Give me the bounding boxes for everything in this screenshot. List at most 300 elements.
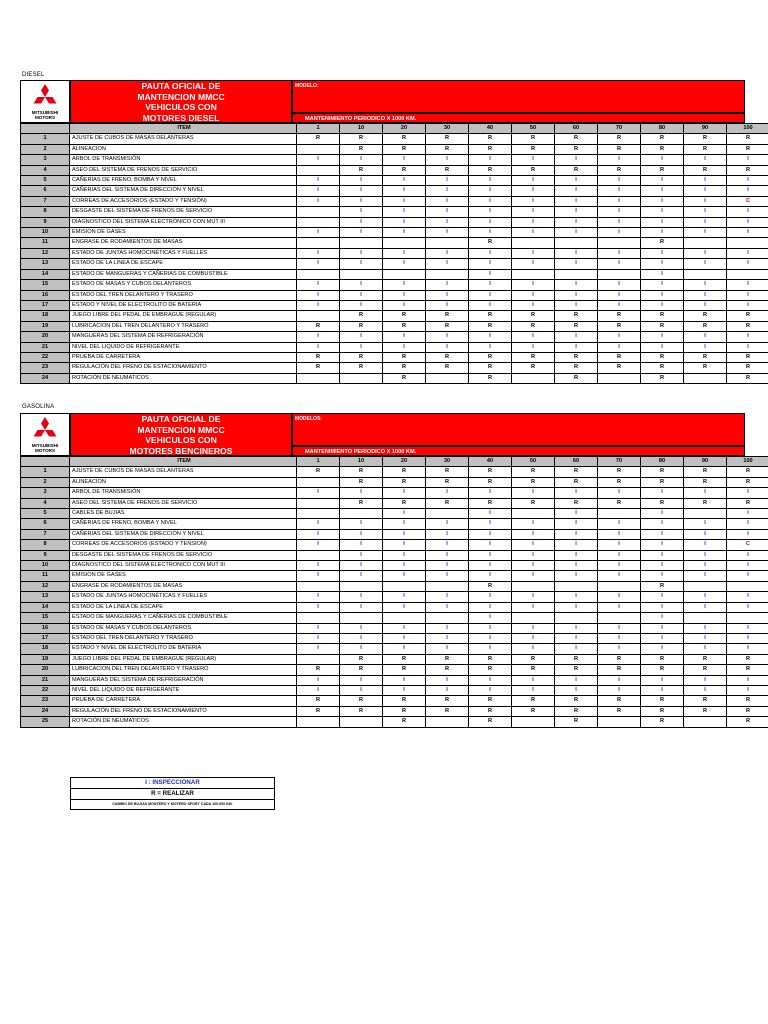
schedule-cell: I bbox=[555, 633, 598, 643]
schedule-cell: I bbox=[512, 540, 555, 550]
schedule-cell: I bbox=[555, 561, 598, 571]
schedule-cell: I bbox=[297, 342, 340, 352]
row-number: 18 bbox=[21, 311, 70, 321]
maintenance-table bbox=[20, 123, 768, 384]
schedule-cell: I bbox=[512, 602, 555, 612]
header-km-column: 100 bbox=[727, 457, 768, 467]
table-row bbox=[21, 529, 768, 539]
schedule-cell: I bbox=[555, 228, 598, 238]
table-row bbox=[21, 165, 768, 175]
table-row bbox=[21, 571, 768, 581]
schedule-cell: I bbox=[340, 488, 383, 498]
table-title bbox=[70, 413, 292, 456]
logo-text-mitsubishi: MITSUBISHI bbox=[31, 110, 59, 115]
schedule-cell: I bbox=[426, 259, 469, 269]
table-row bbox=[21, 509, 768, 519]
schedule-cell bbox=[727, 613, 768, 623]
schedule-cell bbox=[340, 581, 383, 591]
schedule-cell: I bbox=[641, 332, 684, 342]
title-line: VEHICULOS CON bbox=[145, 102, 217, 112]
row-item-label: AJUSTE DE CUBOS DE MASAS DELANTERAS bbox=[70, 467, 297, 477]
schedule-cell: I bbox=[598, 186, 641, 196]
schedule-cell: I bbox=[641, 685, 684, 695]
schedule-cell bbox=[297, 477, 340, 487]
schedule-cell: R bbox=[684, 696, 727, 706]
header-blank-cell bbox=[21, 457, 70, 467]
mitsubishi-logo bbox=[20, 413, 70, 456]
row-item-label: ESTADO DEL TREN DELANTERO Y TRASERO bbox=[70, 633, 297, 643]
schedule-cell: R bbox=[598, 654, 641, 664]
schedule-cell: R bbox=[727, 311, 768, 321]
schedule-cell bbox=[727, 581, 768, 591]
schedule-cell: I bbox=[383, 186, 426, 196]
row-number: 8 bbox=[21, 540, 70, 550]
schedule-cell: R bbox=[555, 321, 598, 331]
row-number: 22 bbox=[21, 352, 70, 362]
schedule-cell bbox=[297, 509, 340, 519]
schedule-cell: I bbox=[469, 550, 512, 560]
table-row bbox=[21, 550, 768, 560]
schedule-cell: R bbox=[297, 363, 340, 373]
schedule-cell: R bbox=[684, 706, 727, 716]
schedule-cell: I bbox=[598, 488, 641, 498]
schedule-cell: I bbox=[512, 342, 555, 352]
schedule-cell: I bbox=[297, 488, 340, 498]
row-item-label: CORREAS DE ACCESORIOS (ESTADO Y TENSIÓN) bbox=[70, 196, 297, 206]
schedule-cell bbox=[684, 373, 727, 383]
schedule-cell: I bbox=[469, 259, 512, 269]
schedule-cell: I bbox=[469, 248, 512, 258]
schedule-cell bbox=[340, 717, 383, 727]
schedule-cell: R bbox=[340, 311, 383, 321]
schedule-cell: I bbox=[512, 332, 555, 342]
schedule-cell: R bbox=[684, 165, 727, 175]
row-number: 5 bbox=[21, 176, 70, 186]
row-number: 14 bbox=[21, 602, 70, 612]
schedule-cell bbox=[555, 581, 598, 591]
schedule-cell: I bbox=[555, 540, 598, 550]
schedule-cell: I bbox=[727, 602, 768, 612]
schedule-cell: I bbox=[684, 529, 727, 539]
schedule-cell: I bbox=[469, 540, 512, 550]
schedule-cell: I bbox=[684, 196, 727, 206]
row-number: 8 bbox=[21, 207, 70, 217]
schedule-cell: R bbox=[641, 144, 684, 154]
schedule-cell: R bbox=[426, 706, 469, 716]
schedule-cell: I bbox=[426, 228, 469, 238]
schedule-cell bbox=[555, 269, 598, 279]
schedule-cell: R bbox=[684, 134, 727, 144]
schedule-cell: I bbox=[727, 207, 768, 217]
schedule-cell: I bbox=[598, 685, 641, 695]
section-label-diesel: DIESEL bbox=[22, 72, 45, 78]
schedule-cell: I bbox=[684, 259, 727, 269]
schedule-cell: R bbox=[641, 706, 684, 716]
schedule-cell: I bbox=[727, 342, 768, 352]
schedule-cell: I bbox=[512, 571, 555, 581]
schedule-cell: R bbox=[340, 165, 383, 175]
schedule-cell: I bbox=[641, 571, 684, 581]
schedule-cell bbox=[598, 613, 641, 623]
row-item-label: CORREAS DE ACCESORIOS (ESTADO Y TENSION) bbox=[70, 540, 297, 550]
schedule-cell: I bbox=[340, 571, 383, 581]
schedule-cell: R bbox=[426, 134, 469, 144]
row-item-label: ASEO DEL SISTEMA DE FRENOS DE SERVICIO bbox=[70, 498, 297, 508]
schedule-cell bbox=[340, 613, 383, 623]
schedule-cell: I bbox=[555, 176, 598, 186]
schedule-cell: I bbox=[641, 540, 684, 550]
schedule-cell: I bbox=[297, 519, 340, 529]
schedule-cell: R bbox=[555, 717, 598, 727]
schedule-cell: R bbox=[727, 706, 768, 716]
schedule-cell: I bbox=[469, 613, 512, 623]
schedule-cell: I bbox=[469, 592, 512, 602]
schedule-cell: R bbox=[598, 352, 641, 362]
schedule-cell: I bbox=[383, 529, 426, 539]
table-row bbox=[21, 269, 768, 279]
schedule-cell: R bbox=[340, 144, 383, 154]
schedule-cell: I bbox=[512, 228, 555, 238]
schedule-cell: I bbox=[727, 571, 768, 581]
schedule-cell: R bbox=[426, 498, 469, 508]
row-number: 19 bbox=[21, 654, 70, 664]
schedule-cell: R bbox=[340, 706, 383, 716]
schedule-cell: I bbox=[555, 207, 598, 217]
logo-text-motors: MOTORS bbox=[34, 115, 56, 120]
schedule-cell: R bbox=[383, 696, 426, 706]
schedule-cell: I bbox=[512, 529, 555, 539]
table-row bbox=[21, 238, 768, 248]
schedule-cell: I bbox=[426, 280, 469, 290]
schedule-cell: I bbox=[641, 633, 684, 643]
schedule-cell: I bbox=[512, 644, 555, 654]
schedule-cell: I bbox=[555, 623, 598, 633]
table-row bbox=[21, 176, 768, 186]
schedule-cell: I bbox=[555, 571, 598, 581]
row-number: 10 bbox=[21, 228, 70, 238]
schedule-cell: I bbox=[727, 217, 768, 227]
schedule-cell: R bbox=[684, 311, 727, 321]
schedule-cell: I bbox=[297, 685, 340, 695]
schedule-cell bbox=[426, 509, 469, 519]
schedule-cell: I bbox=[598, 592, 641, 602]
schedule-cell: I bbox=[340, 155, 383, 165]
schedule-cell: R bbox=[297, 352, 340, 362]
schedule-cell: I bbox=[297, 592, 340, 602]
schedule-cell: R bbox=[598, 706, 641, 716]
schedule-cell: I bbox=[641, 228, 684, 238]
schedule-cell: I bbox=[426, 633, 469, 643]
table-row bbox=[21, 633, 768, 643]
schedule-cell: R bbox=[555, 363, 598, 373]
schedule-cell: I bbox=[340, 228, 383, 238]
schedule-cell: I bbox=[426, 602, 469, 612]
row-item-label: LUBRICACION DEL TREN DELANTERO Y TRASERO bbox=[70, 321, 297, 331]
schedule-cell: I bbox=[641, 269, 684, 279]
schedule-cell: I bbox=[598, 550, 641, 560]
table-row bbox=[21, 644, 768, 654]
schedule-cell: R bbox=[512, 654, 555, 664]
schedule-cell: R bbox=[383, 717, 426, 727]
schedule-cell: R bbox=[684, 363, 727, 373]
schedule-cell: I bbox=[684, 342, 727, 352]
schedule-cell: I bbox=[383, 644, 426, 654]
schedule-cell: I bbox=[297, 332, 340, 342]
schedule-cell: I bbox=[555, 550, 598, 560]
schedule-cell: I bbox=[727, 623, 768, 633]
schedule-cell: I bbox=[469, 186, 512, 196]
schedule-cell: R bbox=[469, 696, 512, 706]
schedule-cell: R bbox=[426, 144, 469, 154]
schedule-cell bbox=[426, 613, 469, 623]
schedule-cell: I bbox=[297, 561, 340, 571]
table-row bbox=[21, 623, 768, 633]
row-item-label: ROTACIÓN DE NEUMATICOS bbox=[70, 717, 297, 727]
schedule-cell: R bbox=[727, 654, 768, 664]
row-number: 7 bbox=[21, 529, 70, 539]
schedule-cell: I bbox=[297, 300, 340, 310]
row-item-label: DIAGNOSTICO DEL SISTEMA ELECTRONICO CON MUT III bbox=[70, 561, 297, 571]
schedule-cell: R bbox=[469, 581, 512, 591]
schedule-cell: I bbox=[340, 540, 383, 550]
table-row bbox=[21, 228, 768, 238]
schedule-cell: R bbox=[469, 665, 512, 675]
schedule-cell: I bbox=[727, 176, 768, 186]
schedule-cell: I bbox=[297, 644, 340, 654]
header-km-column: 30 bbox=[426, 457, 469, 467]
schedule-cell: I bbox=[684, 488, 727, 498]
schedule-cell: R bbox=[426, 665, 469, 675]
schedule-cell: R bbox=[727, 144, 768, 154]
table-row bbox=[21, 321, 768, 331]
schedule-cell: I bbox=[684, 519, 727, 529]
table-header-row bbox=[21, 457, 768, 467]
schedule-cell: R bbox=[469, 467, 512, 477]
schedule-cell: R bbox=[469, 363, 512, 373]
schedule-cell: I bbox=[469, 290, 512, 300]
schedule-cell: I bbox=[340, 176, 383, 186]
schedule-cell: I bbox=[598, 332, 641, 342]
modelo-field: MODELOS: bbox=[292, 413, 745, 446]
table-title bbox=[70, 80, 292, 123]
schedule-cell: R bbox=[340, 321, 383, 331]
schedule-cell: I bbox=[598, 155, 641, 165]
row-item-label: AJUSTE DE CUBOS DE MASAS DELANTERAS bbox=[70, 134, 297, 144]
schedule-cell: I bbox=[555, 186, 598, 196]
schedule-cell: I bbox=[297, 675, 340, 685]
row-number: 18 bbox=[21, 644, 70, 654]
schedule-cell: I bbox=[727, 561, 768, 571]
schedule-cell bbox=[297, 654, 340, 664]
schedule-cell: R bbox=[727, 134, 768, 144]
schedule-cell: R bbox=[512, 665, 555, 675]
schedule-cell: I bbox=[641, 248, 684, 258]
schedule-cell: I bbox=[297, 602, 340, 612]
row-number: 17 bbox=[21, 300, 70, 310]
schedule-cell: R bbox=[641, 665, 684, 675]
schedule-cell: I bbox=[340, 217, 383, 227]
schedule-cell: I bbox=[340, 342, 383, 352]
schedule-cell: I bbox=[297, 176, 340, 186]
three-diamonds-icon bbox=[30, 417, 60, 442]
header-km-column: 90 bbox=[684, 457, 727, 467]
row-item-label: ESTADO DE MANGUERAS Y CAÑERIAS DE COMBUSTIBLE bbox=[70, 613, 297, 623]
schedule-cell: I bbox=[727, 633, 768, 643]
row-item-label: ENGRASE DE RODAMIENTOS DE MASAS bbox=[70, 238, 297, 248]
schedule-cell: I bbox=[598, 519, 641, 529]
row-number: 13 bbox=[21, 259, 70, 269]
header-km-column: 50 bbox=[512, 124, 555, 134]
row-item-label: DESGASTE DEL SISTEMA DE FRENOS DE SERVICIO bbox=[70, 207, 297, 217]
schedule-cell: I bbox=[426, 675, 469, 685]
row-item-label: PRUEBA DE CARRETERA bbox=[70, 352, 297, 362]
table-row bbox=[21, 685, 768, 695]
schedule-cell: R bbox=[555, 144, 598, 154]
schedule-cell: R bbox=[383, 144, 426, 154]
schedule-cell: R bbox=[727, 363, 768, 373]
table-row bbox=[21, 134, 768, 144]
schedule-cell bbox=[684, 613, 727, 623]
schedule-cell: I bbox=[555, 300, 598, 310]
schedule-cell: I bbox=[727, 675, 768, 685]
schedule-cell: I bbox=[727, 550, 768, 560]
header-km-column: 90 bbox=[684, 124, 727, 134]
schedule-cell bbox=[383, 238, 426, 248]
table-row bbox=[21, 498, 768, 508]
schedule-cell: I bbox=[383, 248, 426, 258]
schedule-cell: I bbox=[426, 217, 469, 227]
schedule-cell bbox=[383, 581, 426, 591]
legend-note: CAMBIO DE BUJIAS MONTERO Y MOTERO SPORT CADA 100.000 KM. bbox=[112, 802, 233, 806]
schedule-cell: I bbox=[555, 602, 598, 612]
row-item-label: ENGRASE DE RODAMIENTOS DE MASAS bbox=[70, 581, 297, 591]
schedule-cell: I bbox=[340, 592, 383, 602]
schedule-cell: R bbox=[426, 352, 469, 362]
schedule-cell: I bbox=[641, 602, 684, 612]
schedule-cell: I bbox=[426, 248, 469, 258]
schedule-cell bbox=[426, 238, 469, 248]
schedule-cell: R bbox=[383, 311, 426, 321]
schedule-cell: R bbox=[684, 477, 727, 487]
schedule-cell: I bbox=[727, 280, 768, 290]
schedule-cell: R bbox=[641, 498, 684, 508]
schedule-cell: I bbox=[512, 685, 555, 695]
schedule-cell bbox=[297, 581, 340, 591]
schedule-cell: R bbox=[555, 134, 598, 144]
row-number: 20 bbox=[21, 332, 70, 342]
schedule-cell: R bbox=[297, 321, 340, 331]
schedule-cell: R bbox=[598, 665, 641, 675]
schedule-cell: I bbox=[598, 207, 641, 217]
row-number: 11 bbox=[21, 571, 70, 581]
row-item-label: ESTADO DE LA LINEA DE ESCAPE bbox=[70, 259, 297, 269]
row-number: 1 bbox=[21, 467, 70, 477]
schedule-cell: R bbox=[340, 477, 383, 487]
schedule-cell: R bbox=[598, 467, 641, 477]
schedule-cell: R bbox=[555, 352, 598, 362]
row-number: 22 bbox=[21, 685, 70, 695]
schedule-cell: I bbox=[469, 217, 512, 227]
schedule-cell: I bbox=[469, 332, 512, 342]
schedule-cell bbox=[340, 269, 383, 279]
schedule-cell bbox=[297, 207, 340, 217]
schedule-cell: I bbox=[469, 685, 512, 695]
row-number: 21 bbox=[21, 675, 70, 685]
schedule-cell: I bbox=[469, 342, 512, 352]
table-row bbox=[21, 540, 768, 550]
row-number: 11 bbox=[21, 238, 70, 248]
schedule-cell: I bbox=[641, 176, 684, 186]
schedule-cell: R bbox=[383, 352, 426, 362]
schedule-cell: I bbox=[297, 529, 340, 539]
header-km-column: 80 bbox=[641, 124, 684, 134]
schedule-cell: I bbox=[426, 155, 469, 165]
schedule-cell: I bbox=[426, 623, 469, 633]
schedule-cell: I bbox=[512, 217, 555, 227]
table-row bbox=[21, 488, 768, 498]
schedule-cell: C bbox=[727, 540, 768, 550]
row-number: 3 bbox=[21, 155, 70, 165]
schedule-cell: R bbox=[469, 498, 512, 508]
row-number: 2 bbox=[21, 144, 70, 154]
row-item-label: ESTADO Y NIVEL DE ELECTROLITO DE BATERIA bbox=[70, 300, 297, 310]
row-item-label: CAÑERIAS DE FRENO, BOMBA Y NIVEL bbox=[70, 176, 297, 186]
schedule-cell: I bbox=[512, 196, 555, 206]
schedule-cell: R bbox=[641, 696, 684, 706]
row-item-label: ESTADO DE MASAS Y CUBOS DELANTEROS bbox=[70, 280, 297, 290]
header-km-column: 70 bbox=[598, 124, 641, 134]
schedule-cell: I bbox=[555, 519, 598, 529]
schedule-cell: R bbox=[426, 363, 469, 373]
schedule-cell: I bbox=[512, 592, 555, 602]
schedule-cell: R bbox=[641, 717, 684, 727]
legend-inspect: I : INSPECCIONAR bbox=[71, 778, 274, 789]
schedule-cell: I bbox=[426, 540, 469, 550]
schedule-cell: I bbox=[641, 613, 684, 623]
header-km-column: 20 bbox=[383, 457, 426, 467]
schedule-cell: I bbox=[727, 529, 768, 539]
schedule-cell: R bbox=[555, 477, 598, 487]
schedule-cell: I bbox=[426, 488, 469, 498]
schedule-cell: I bbox=[340, 248, 383, 258]
schedule-cell: R bbox=[297, 665, 340, 675]
schedule-cell: I bbox=[598, 196, 641, 206]
row-item-label: CAÑERIAS DEL SISTEMA DE DIRECCIÓN Y NIVEL bbox=[70, 529, 297, 539]
schedule-cell: I bbox=[426, 290, 469, 300]
row-number: 24 bbox=[21, 373, 70, 383]
schedule-cell: I bbox=[512, 561, 555, 571]
schedule-cell: R bbox=[684, 352, 727, 362]
schedule-cell: I bbox=[727, 300, 768, 310]
schedule-cell: I bbox=[297, 186, 340, 196]
schedule-cell: R bbox=[469, 352, 512, 362]
schedule-cell: R bbox=[512, 321, 555, 331]
schedule-cell bbox=[598, 373, 641, 383]
schedule-cell bbox=[684, 581, 727, 591]
schedule-cell: I bbox=[512, 176, 555, 186]
header-km-column: 50 bbox=[512, 457, 555, 467]
row-number: 23 bbox=[21, 363, 70, 373]
schedule-cell: I bbox=[383, 561, 426, 571]
schedule-cell: I bbox=[469, 300, 512, 310]
schedule-cell bbox=[512, 373, 555, 383]
schedule-cell bbox=[512, 509, 555, 519]
header-km-column: 100 bbox=[727, 124, 768, 134]
schedule-cell: I bbox=[598, 217, 641, 227]
schedule-cell bbox=[684, 238, 727, 248]
schedule-cell: I bbox=[426, 685, 469, 695]
schedule-cell: R bbox=[727, 373, 768, 383]
